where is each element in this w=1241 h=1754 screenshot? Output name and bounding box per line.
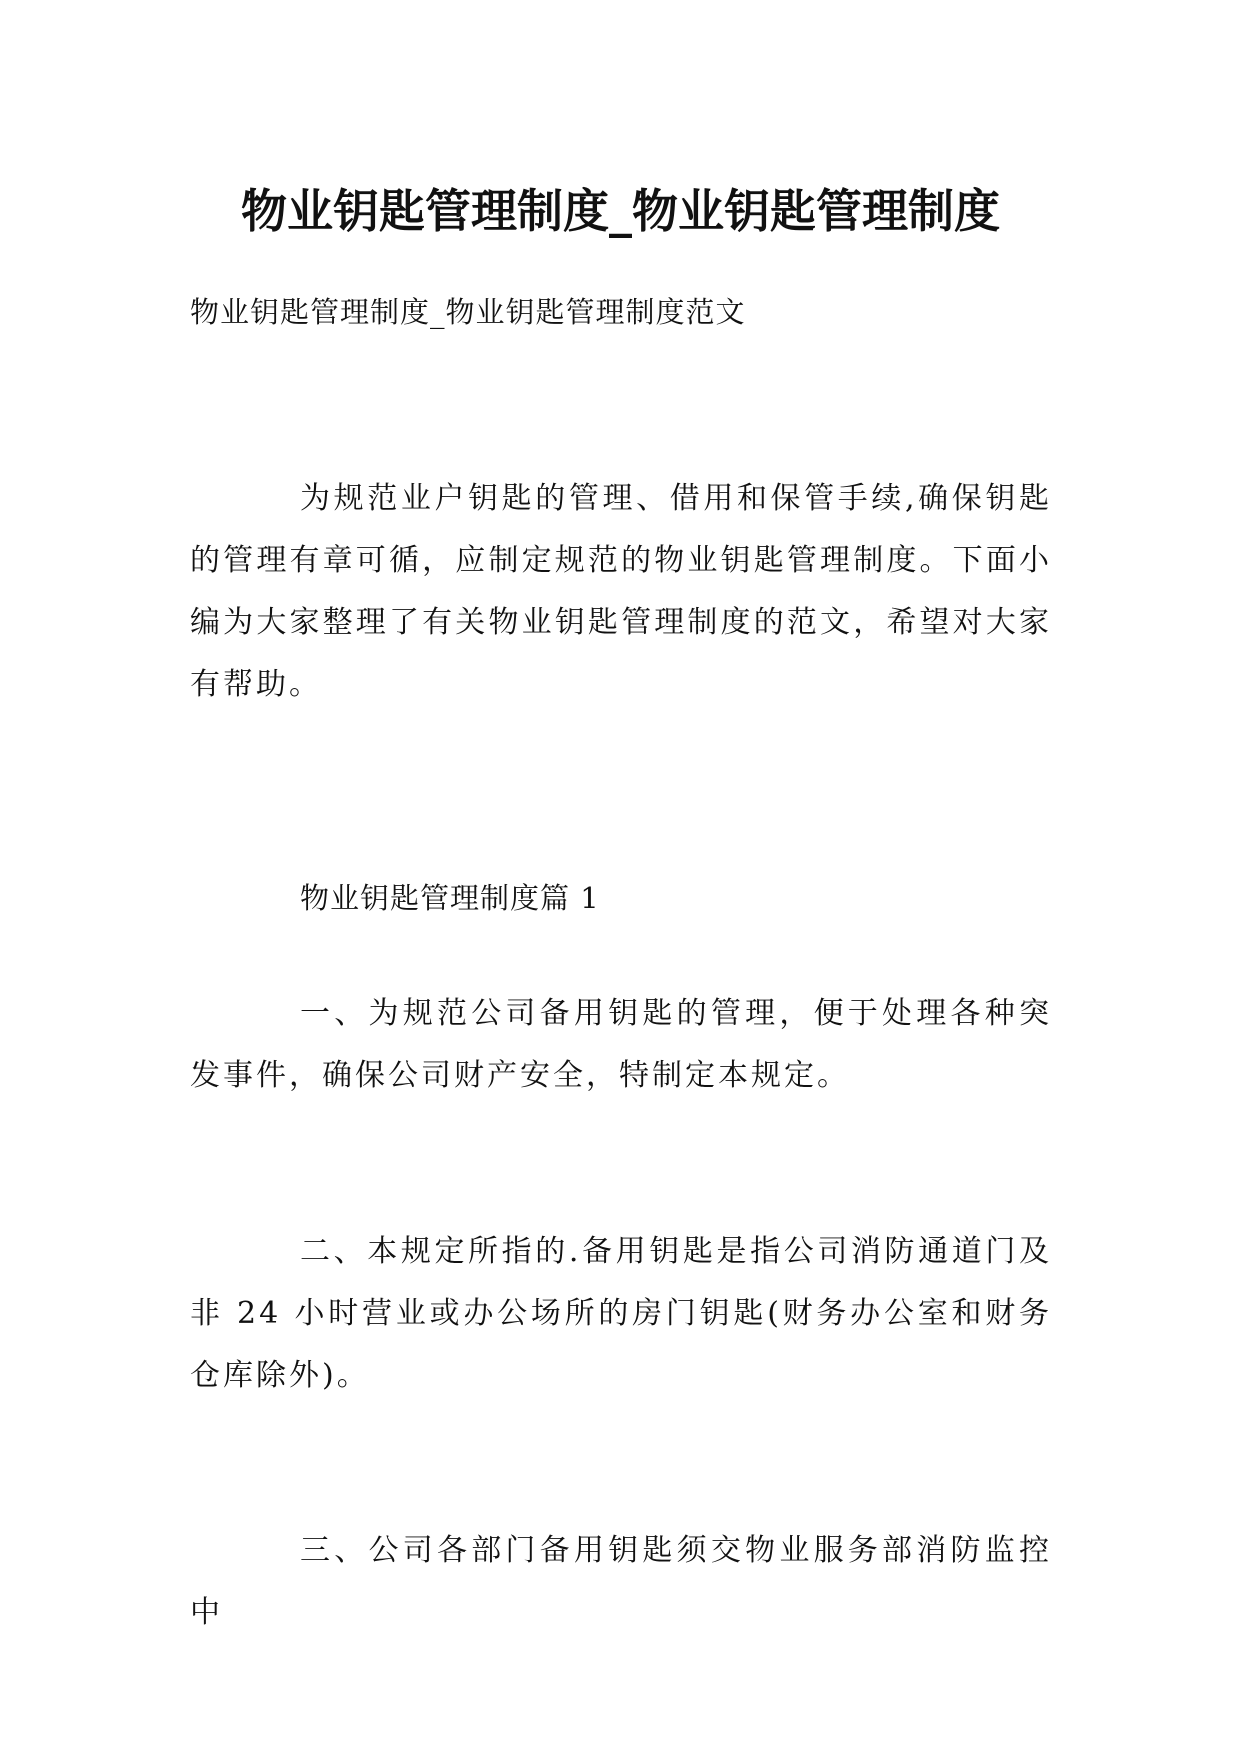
rule-paragraph-3: 三、公司各部门备用钥匙须交物业服务部消防监控中: [190, 1533, 1052, 1630]
document-subtitle: 物业钥匙管理制度_物业钥匙管理制度范文: [190, 295, 746, 329]
document-title: 物业钥匙管理制度_物业钥匙管理制度: [241, 183, 1000, 238]
intro-paragraph: 为规范业户钥匙的管理、借用和保管手续,确保钥匙的管理有章可循，应制定规范的物业钥匙管理制度。下面小编为大家整理了有关物业钥匙管理制度的范文，希望对大家有帮助。: [190, 481, 1052, 702]
rule-paragraph-2: 二、本规定所指的.备用钥匙是指公司消防通道门及非 24 小时营业或办公场所的房门钥匙(财务办公室和财务仓库除外)。: [190, 1234, 1052, 1393]
rule-paragraph-1: 一、为规范公司备用钥匙的管理，便于处理各种突发事件，确保公司财产安全，特制定本规定。: [190, 996, 1052, 1093]
section-heading: 物业钥匙管理制度篇 1: [300, 881, 600, 915]
